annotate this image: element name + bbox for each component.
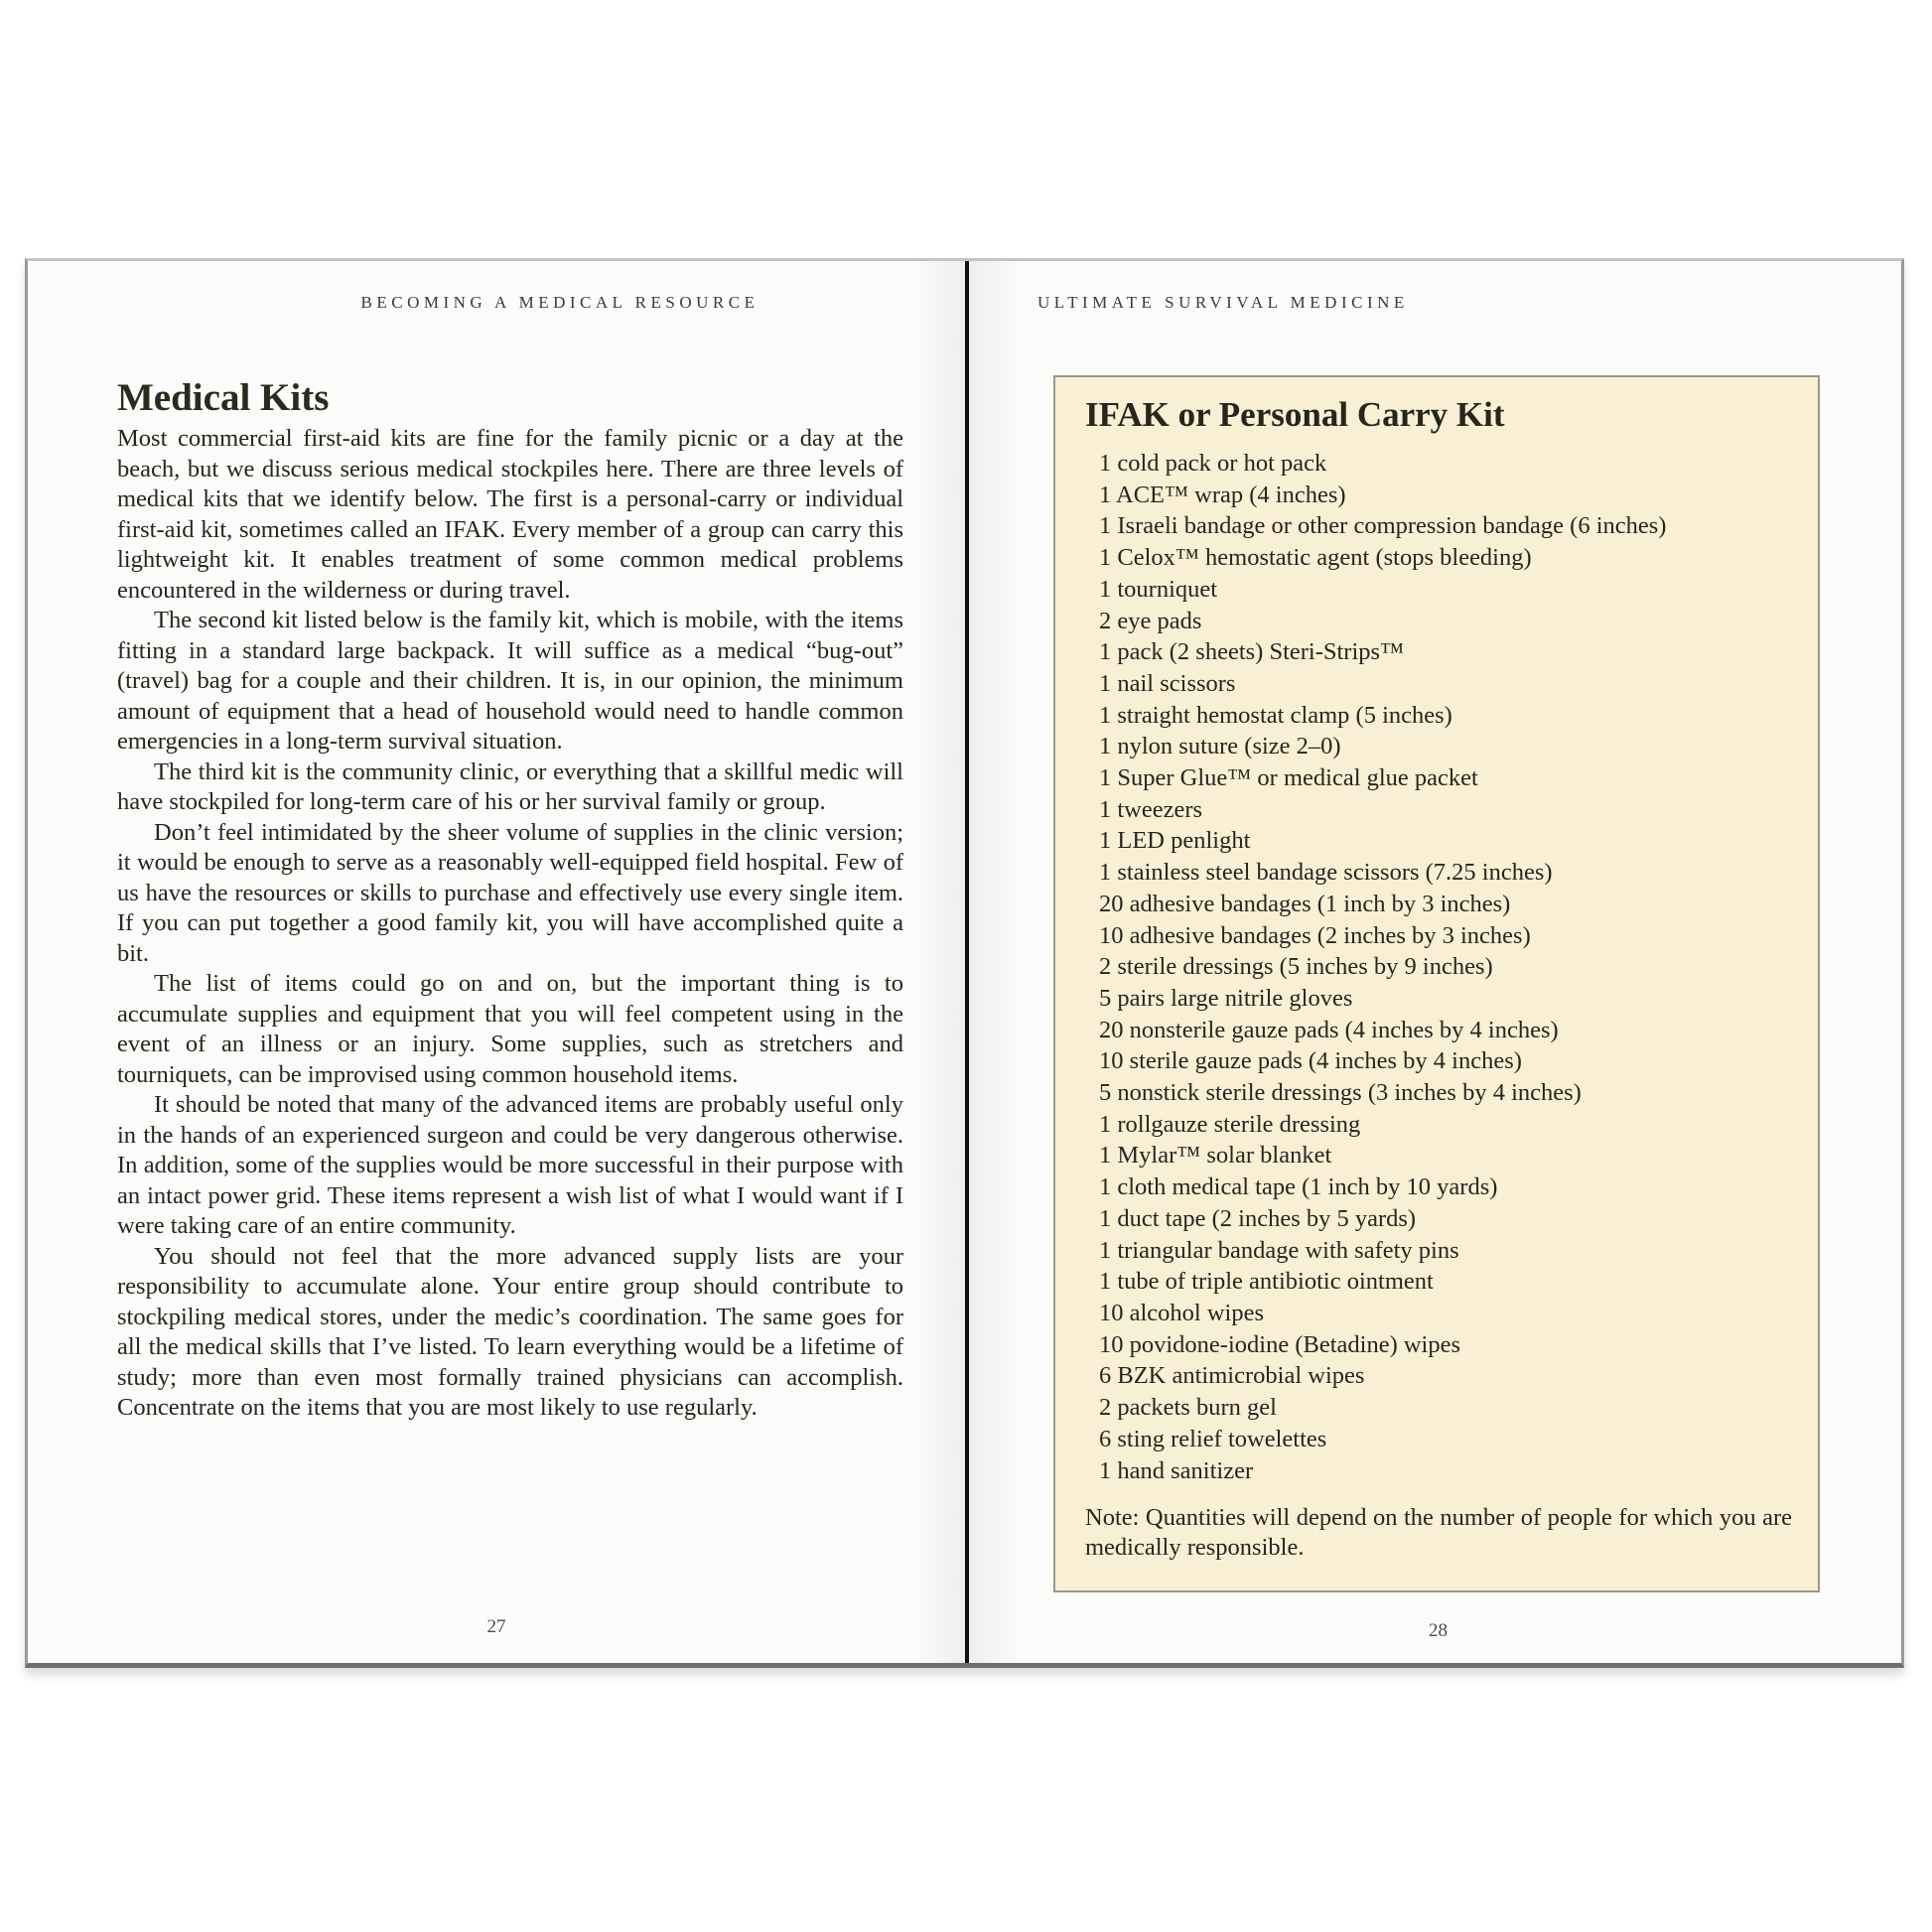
kit-list-item: 1 Israeli bandage or other compression bandage (6 inches): [1099, 512, 1667, 540]
kit-list-item: 1 nail scissors: [1099, 669, 1236, 697]
kit-list-item: 1 pack (2 sheets) Steri-Strips™: [1099, 638, 1405, 666]
kit-list-item: 6 BZK antimicrobial wipes: [1099, 1362, 1365, 1390]
body-paragraph: The list of items could go on and on, but the important thing is to accumulate supplies and equipment that you will feel competent using in the event of an illness or an injury. Some supplies, such as stretchers and tourniquets, can be improvised using common household items.: [117, 970, 903, 1088]
kit-list-item: 1 duct tape (2 inches by 5 yards): [1099, 1204, 1417, 1232]
page-number-right: 28: [1429, 1620, 1448, 1641]
gutter-shade: [915, 261, 965, 1663]
kit-list-item: 10 adhesive bandages (2 inches by 3 inches): [1099, 921, 1531, 949]
kit-box-title: IFAK or Personal Carry Kit: [1085, 395, 1505, 434]
body-paragraph: Don’t feel intimidated by the sheer volume of supplies in the clinic version; it would be enough to serve as a reasonably well-equipped field hospital. Few of us have the resources or skills to purchase and effectively use every single item. If you can put together a good family kit, you will have accomplished quite a bit.: [117, 818, 903, 967]
kit-list-item: 1 nylon suture (size 2–0): [1099, 733, 1341, 760]
book-spread: [25, 258, 1904, 1668]
kit-note: Note: Quantities will depend on the number of people for which you are medically responsible.: [1085, 1504, 1792, 1562]
body-paragraph: The third kit is the community clinic, or everything that a skillful medic will have stockpiled for long-term care of his or her survival family or group.: [117, 758, 903, 815]
kit-list-item: 20 nonsterile gauze pads (4 inches by 4 inches): [1099, 1016, 1559, 1043]
page-number-left: 27: [486, 1616, 506, 1637]
kit-list-item: 1 triangular bandage with safety pins: [1099, 1236, 1459, 1264]
kit-list-item: 1 Celox™ hemostatic agent (stops bleeding): [1099, 544, 1532, 572]
kit-list-item: 1 rollgauze sterile dressing: [1099, 1110, 1361, 1138]
kit-list-item: 10 sterile gauze pads (4 inches by 4 inches): [1099, 1047, 1522, 1075]
body-text: [117, 424, 903, 1424]
book-spine: [965, 261, 969, 1663]
kit-list-item: 1 tube of triple antibiotic ointment: [1099, 1268, 1434, 1296]
kit-list: [1099, 448, 1792, 1486]
kit-box: [1053, 375, 1820, 1592]
running-head-right: ULTIMATE SURVIVAL MEDICINE: [1037, 293, 1409, 312]
kit-list-item: 1 tweezers: [1099, 795, 1203, 823]
kit-list-item: 1 stainless steel bandage scissors (7.25 inches): [1099, 859, 1553, 887]
section-title: Medical Kits: [117, 376, 330, 420]
kit-list-item: 10 povidone-iodine (Betadine) wipes: [1099, 1330, 1461, 1358]
kit-list-item: 1 ACE™ wrap (4 inches): [1099, 481, 1346, 508]
kit-list-item: 1 cloth medical tape (1 inch by 10 yards): [1099, 1173, 1498, 1201]
body-paragraph: You should not feel that the more advanced supply lists are your responsibility to accumulate alone. Your entire group should contribute to stockpiling medical stores, under the medic’s coordination. The same goes for all the medical skills that I’ve listed. To learn everything would be a lifetime of study; more than even most formally trained physicians can accomplish. Concentrate on the items that you are most likely to use regularly.: [117, 1242, 903, 1421]
kit-list-item: 1 Mylar™ solar blanket: [1099, 1142, 1332, 1170]
kit-list-item: 2 packets burn gel: [1099, 1394, 1277, 1422]
kit-list-item: 2 eye pads: [1099, 607, 1202, 634]
kit-list-item: 2 sterile dressings (5 inches by 9 inches): [1099, 953, 1493, 981]
gutter-shade: [969, 261, 1019, 1663]
kit-list-item: 6 sting relief towelettes: [1099, 1425, 1327, 1452]
body-paragraph: It should be noted that many of the advanced items are probably useful only in the hands of an experienced surgeon and could be very dangerous otherwise. In addition, some of the supplies would be more successful in their purpose with an intact power grid. These items represent a wish list of what I would want if I were taking care of an entire community.: [117, 1091, 903, 1239]
body-paragraph: The second kit listed below is the family kit, which is mobile, with the items fitting in a standard large backpack. It will suffice as a medical “bug-out” (travel) bag for a couple and their children. It is, in our opinion, the minimum amount of equipment that a head of household would need to handle common emergencies in a long-term survival situation.: [117, 607, 903, 755]
kit-list-item: 1 LED penlight: [1099, 827, 1251, 855]
kit-list-item: 10 alcohol wipes: [1099, 1299, 1265, 1326]
kit-list-item: 5 pairs large nitrile gloves: [1099, 984, 1353, 1012]
running-head-left: BECOMING A MEDICAL RESOURCE: [360, 293, 759, 312]
kit-list-item: 1 cold pack or hot pack: [1099, 450, 1327, 477]
kit-list-item: 1 Super Glue™ or medical glue packet: [1099, 764, 1478, 792]
kit-list-item: 5 nonstick sterile dressings (3 inches by 4 inches): [1099, 1079, 1582, 1107]
kit-list-item: 1 hand sanitizer: [1099, 1456, 1254, 1484]
kit-list-item: 1 tourniquet: [1099, 575, 1218, 603]
kit-list-item: 20 adhesive bandages (1 inch by 3 inches): [1099, 890, 1511, 917]
kit-list-item: 1 straight hemostat clamp (5 inches): [1099, 701, 1452, 729]
body-paragraph: Most commercial first-aid kits are fine for the family picnic or a day at the beach, but we discuss serious medical stockpiles here. There are three levels of medical kits that we identify below. The first is a personal-carry or individual first-aid kit, sometimes called an IFAK. Every member of a group can carry this lightweight kit. It enables treatment of some common medical problems encountered in the wilderness or during travel.: [117, 425, 903, 604]
